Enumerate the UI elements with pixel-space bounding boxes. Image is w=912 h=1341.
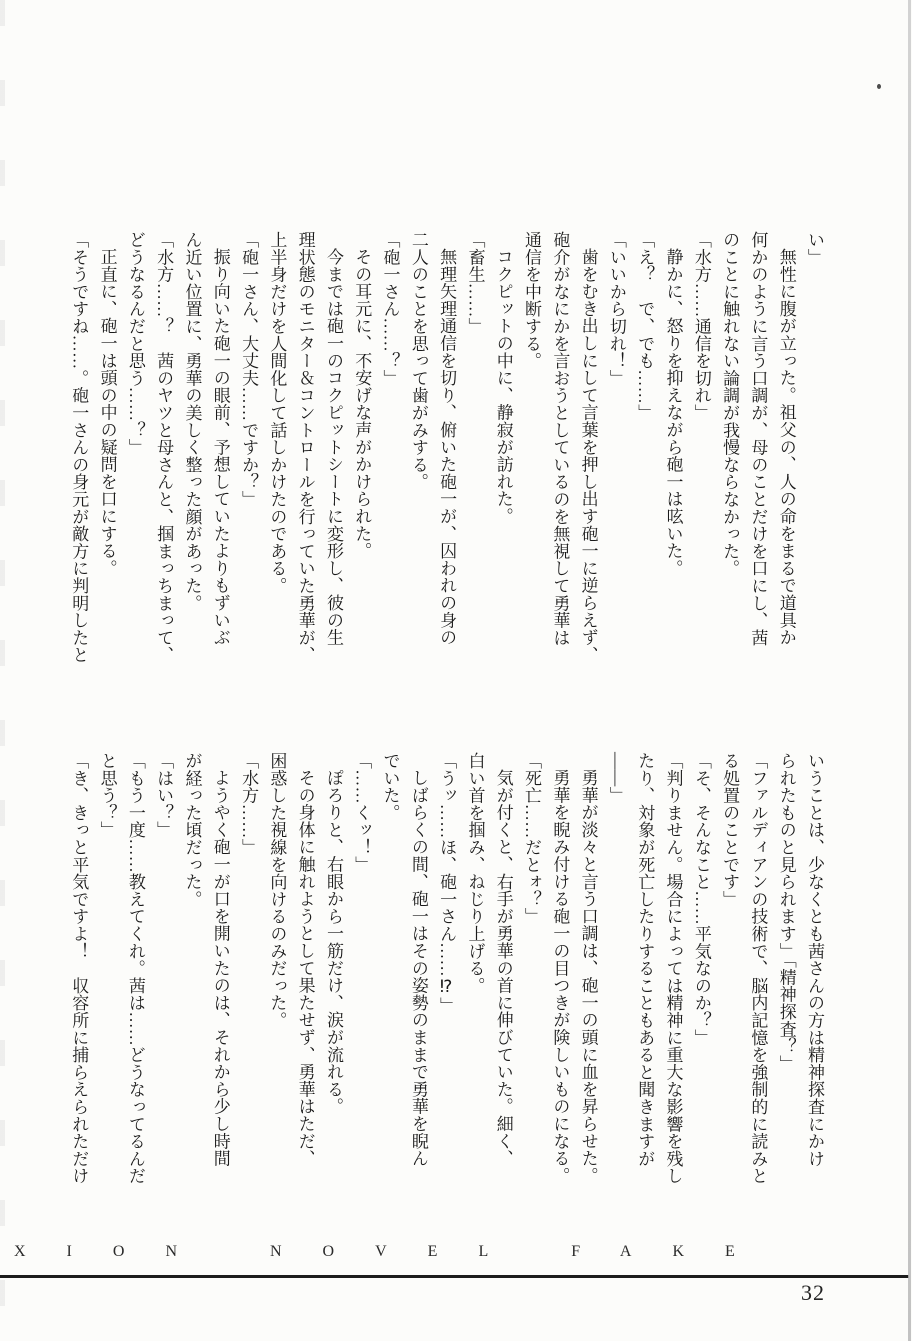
text-line: 二人のことを思って歯がみする。 <box>408 231 428 491</box>
text-line: 無理矢理通信を切り、俯いた砲一が、囚われの身の <box>437 248 457 646</box>
text-line: その身体に触れようとして果たせず、勇華はただ、 <box>295 769 315 1167</box>
footer-rule <box>0 1275 909 1278</box>
text-line: ――」 <box>606 752 626 804</box>
text-line: られたものと見られます」「精神探査？」 <box>776 752 796 1073</box>
text-line: 砲介がなにかを言おうとしているのを無視して勇華は <box>550 231 570 647</box>
text-line: 勇華が淡々と言う口調は、砲一の頭に血を昇らせた。 <box>578 769 598 1185</box>
text-line: 「え？ で、でも……」 <box>635 231 655 422</box>
text-line: 白い首を掴み、ねじり上げる。 <box>465 752 485 995</box>
text-line: ようやく砲一が口を開いたのは、それから少し時間 <box>210 769 230 1167</box>
text-line: コクピットの中に、静寂が訪れた。 <box>493 248 513 525</box>
text-line: 「もう一度……教えてくれ。茜は……どうなってるんだ <box>125 752 145 1185</box>
text-line: 通信を中断する。 <box>522 231 542 370</box>
text-line: い」 <box>805 231 824 266</box>
text-line: たり、対象が死亡したりすることもあると聞きますが <box>635 752 655 1168</box>
text-line: 静かに、怒りを抑えながら砲一は呟いた。 <box>663 248 683 577</box>
text-line: 「うッ……ほ、砲一さん……⁉」 <box>437 752 457 1015</box>
novel-text-block-bottom <box>64 752 828 1194</box>
text-line: 「いいから切れ！」 <box>606 231 626 387</box>
text-line: しばらくの間、砲一はその姿勢のままで勇華を睨ん <box>408 769 428 1167</box>
text-line: 困惑した視線を向けるのみだった。 <box>267 752 287 1029</box>
text-line: 歯をむき出しにして言葉を押し出す砲一に逆らえず、 <box>578 248 598 664</box>
page-number: 32 <box>801 1280 825 1305</box>
footer-word-fake: FAKE <box>571 1243 776 1260</box>
text-line: 何かのように言う口調が、母のことだけを口にし、茜 <box>748 231 768 647</box>
footer-series-title <box>14 1243 776 1261</box>
text-line: 「水方……」 <box>239 752 259 856</box>
text-line: 「砲一さん……？」 <box>380 231 400 387</box>
scan-artifact-right-edge <box>908 0 911 1341</box>
scan-artifact-left-edge <box>0 0 5 1341</box>
text-line: 勇華を睨み付ける砲一の目つきが険しいものになる。 <box>550 769 570 1185</box>
text-line: ぽろりと、右眼から一筋だけ、涙が流れる。 <box>323 769 343 1115</box>
text-line: 「砲一さん、大丈夫……ですか？」 <box>239 231 259 508</box>
text-line: のことに触れない論調が我慢ならなかった。 <box>720 231 740 577</box>
text-line: 「そうですね……。砲一さんの身元が敵方に判明したと <box>69 231 89 664</box>
text-line: る処置のことです」 <box>720 752 740 908</box>
footer-word-xion: XION <box>14 1243 218 1260</box>
text-line: 「き、きっと平気ですよ！ 収容所に捕らえられただけ <box>69 752 89 1185</box>
text-line: 「水方……通信を切れ」 <box>691 231 711 422</box>
text-line: 「はい？」 <box>154 752 174 839</box>
footer-word-novel: NOVEL <box>270 1243 530 1260</box>
text-line: 理状態のモニター＆コントロールを行っていた勇華が、 <box>295 231 315 664</box>
scan-artifact-speck <box>877 84 881 89</box>
text-line: その耳元に、不安げな声がかけられた。 <box>352 248 372 560</box>
text-line: 「水方……？ 茜のヤツと母さんと、掴まっちまって、 <box>154 231 174 664</box>
text-line: 「判りません。場合によっては精神に重大な影響を残し <box>663 752 683 1185</box>
text-line: 「そ、そんなこと……平気なのか？」 <box>691 752 711 1047</box>
text-line: いうことは、少なくとも茜さんの方は精神探査にかけ <box>805 752 824 1168</box>
text-line: 「ファルディアンの技術で、脳内記憶を強制的に読みと <box>748 752 768 1185</box>
text-line: 振り向いた砲一の眼前、予想していたよりもずいぶ <box>210 248 230 646</box>
text-line: どうなるんだと思う……？」 <box>125 231 145 456</box>
text-line: 「畜生……」 <box>465 231 485 335</box>
novel-text-block-top <box>64 231 828 673</box>
text-line: 「……くッ！」 <box>352 752 372 874</box>
text-line: ん近い位置に、勇華の美しく整った顔があった。 <box>182 231 202 612</box>
text-line: でいた。 <box>380 752 400 822</box>
text-line: 無性に腹が立った。祖父の、人の命をまるで道具か <box>776 248 796 646</box>
text-line: と思う？」 <box>97 752 117 839</box>
text-line: 上半身だけを人間化して話しかけたのである。 <box>267 231 287 595</box>
text-line: が経った頃だった。 <box>182 752 202 908</box>
text-line: 正直に、砲一は頭の中の疑問を口にする。 <box>97 248 117 577</box>
text-line: 「死亡……だとォ？」 <box>522 752 542 925</box>
text-line: 気が付くと、右手が勇華の首に伸びていた。細く、 <box>493 769 513 1167</box>
text-line: 今までは砲一のコクピットシートに変形し、彼の生 <box>323 248 343 646</box>
